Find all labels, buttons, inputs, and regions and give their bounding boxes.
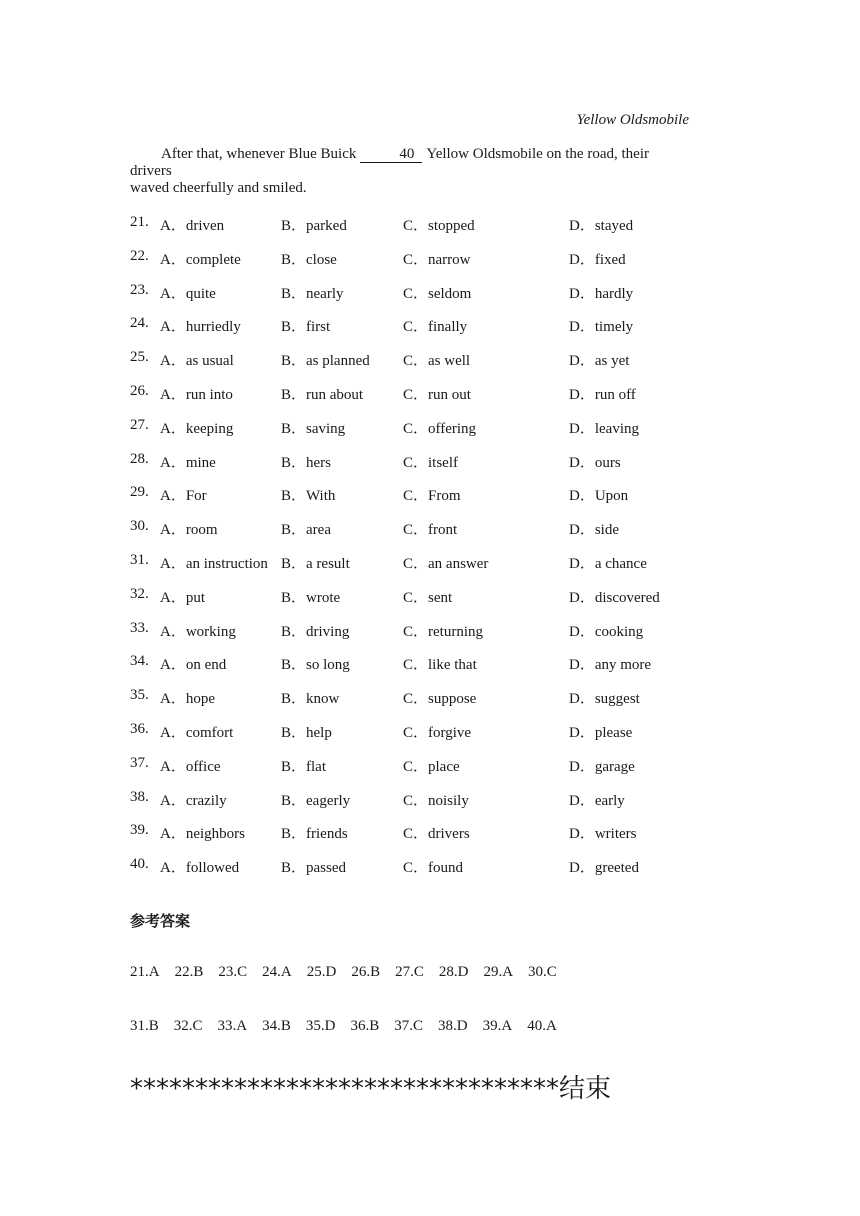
question-row [130,518,730,552]
question-number: 24. [130,315,149,332]
question-row [130,451,730,485]
option-a: A．hope [160,691,215,708]
option-d: D．stayed [569,218,634,234]
question-number: 29. [130,484,149,501]
answer-item: 31.B [130,1018,159,1034]
option-b: B．help [281,724,332,741]
answer-item: 35.D [305,1018,336,1034]
option-b: B．as planned [281,353,370,370]
question-options-list [130,214,730,890]
option-d: D．ours [569,454,621,471]
option-d: D．garage [569,758,635,775]
option-a: A．quite [160,285,216,302]
option-c: C．run out [403,386,471,403]
question-row [130,755,730,789]
option-a: A．working [160,623,236,640]
option-b: B．driving [281,623,350,640]
question-row [130,315,730,349]
answer-row-2 [130,1018,572,1035]
option-c: C．found [403,860,464,877]
question-number: 36. [130,720,149,737]
option-d: D．any more [569,657,652,674]
question-number: 40. [130,856,149,873]
passage-signature: Yellow Oldsmobile [576,112,689,128]
answer-item: 34.B [262,1018,291,1034]
option-b: B．passed [281,860,346,877]
option-d: D．leaving [569,420,639,437]
option-c: C．From [403,488,461,505]
answer-item: 25.D [306,964,337,980]
question-row [130,789,730,823]
option-b: B．parked [281,218,347,234]
option-a: A．run into [160,386,233,403]
question-row [130,383,730,417]
answer-item: 21.A [130,964,160,980]
option-b: B．eagerly [281,792,351,809]
question-row [130,417,730,451]
option-c: C．stopped [403,218,475,234]
option-a: A．put [160,589,206,606]
option-a: A．keeping [160,420,234,437]
answer-item: 30.C [528,964,557,980]
answer-item: 27.C [395,964,424,980]
passage-text-before-blank: After that, whenever Blue Buick [161,146,357,162]
question-row [130,856,730,890]
option-d: D．please [569,724,633,741]
passage-line-1 [130,146,692,180]
option-a: A．mine [160,454,216,471]
option-c: C．an answer [403,555,489,572]
question-number: 22. [130,247,149,264]
end-marker: *********************************结束 [130,1074,612,1104]
passage-line-2: waved cheerfully and smiled. [130,180,307,196]
question-number: 39. [130,822,149,839]
question-number: 38. [130,788,149,805]
question-row [130,721,730,755]
option-c: C．place [403,758,460,775]
option-c: C．offering [403,420,477,437]
option-d: D．timely [569,319,634,336]
answer-item: 33.A [217,1018,248,1034]
question-number: 26. [130,382,149,399]
option-b: B．run about [281,386,364,403]
option-a: A．comfort [160,724,234,741]
question-row [130,248,730,282]
blank-40: 40 [360,146,422,163]
option-a: A．room [160,522,218,539]
question-number: 37. [130,754,149,771]
option-c: C．like that [403,657,477,674]
question-number: 28. [130,450,149,467]
option-d: D．greeted [569,860,639,877]
option-c: C．as well [403,353,471,370]
answer-item: 36.B [350,1018,380,1034]
option-c: C．suppose [403,691,477,708]
option-d: D．a chance [569,555,647,572]
option-d: D．writers [569,826,637,843]
option-c: C．returning [403,623,483,640]
passage-text-after-blank: Yellow Oldsmobile on the road, their drivers [130,146,649,179]
option-b: B．nearly [281,285,344,302]
question-row [130,484,730,518]
question-number: 33. [130,619,149,636]
question-number: 23. [130,281,149,298]
option-b: B．flat [281,758,326,775]
question-number: 35. [130,687,149,704]
option-b: B．a result [281,555,350,572]
option-b: B．so long [281,657,350,674]
answer-row-1 [130,964,572,981]
option-b: B．hers [281,454,331,471]
option-a: A．complete [160,251,241,268]
option-d: D．Upon [569,488,629,505]
option-b: B．friends [281,826,348,843]
question-number: 34. [130,653,149,670]
option-a: A．For [160,488,207,505]
option-d: D．cooking [569,623,644,640]
answer-key-title: 参考答案 [130,912,191,930]
answer-item: 37.C [394,1018,424,1034]
question-row [130,349,730,383]
question-row [130,586,730,620]
option-a: A．driven [160,218,225,234]
answer-item: 23.C [218,964,248,980]
question-row [130,653,730,687]
option-c: C．drivers [403,826,470,843]
question-number: 32. [130,585,149,602]
answer-item: 24.A [262,964,292,980]
option-c: C．sent [403,589,453,606]
question-number: 27. [130,416,149,433]
option-a: A．followed [160,860,240,877]
question-number: 25. [130,349,149,366]
question-row [130,687,730,721]
option-c: C．finally [403,319,468,336]
question-row [130,214,730,248]
option-d: D．discovered [569,589,660,606]
option-b: B．know [281,691,340,708]
option-b: B．wrote [281,589,341,606]
option-a: A．crazily [160,792,227,809]
option-c: C．forgive [403,724,472,741]
option-a: A．hurriedly [160,319,241,336]
option-b: B．close [281,251,337,268]
option-d: D．early [569,792,625,809]
option-b: B．area [281,522,331,539]
option-c: C．itself [403,454,458,471]
question-row [130,620,730,654]
answer-item: 38.D [438,1018,468,1034]
option-c: C．seldom [403,285,472,302]
option-d: D．as yet [569,353,630,370]
option-d: D．fixed [569,251,626,268]
option-a: A．an instruction [160,555,268,572]
question-row [130,822,730,856]
option-a: A．office [160,758,221,775]
answer-item: 32.C [173,1018,203,1034]
answer-item: 26.B [351,964,381,980]
answer-item: 39.A [482,1018,513,1034]
option-a: A．neighbors [160,826,245,843]
question-row [130,282,730,316]
question-number: 30. [130,518,149,535]
option-c: C．noisily [403,792,469,809]
option-c: C．narrow [403,251,471,268]
option-d: D．run off [569,386,636,403]
option-b: B．first [281,319,331,336]
question-number: 31. [130,551,149,568]
option-c: C．front [403,522,458,539]
answer-item: 40.A [527,1018,557,1034]
answer-item: 29.A [483,964,514,980]
option-d: D．hardly [569,285,634,302]
option-a: A．on end [160,657,227,674]
option-b: B．With [281,488,336,505]
option-b: B．saving [281,420,346,437]
answer-item: 22.B [174,964,204,980]
question-number: 21. [130,214,149,230]
option-d: D．side [569,522,619,539]
option-a: A．as usual [160,353,234,370]
answer-item: 28.D [438,964,469,980]
question-row [130,552,730,586]
option-d: D．suggest [569,691,640,708]
